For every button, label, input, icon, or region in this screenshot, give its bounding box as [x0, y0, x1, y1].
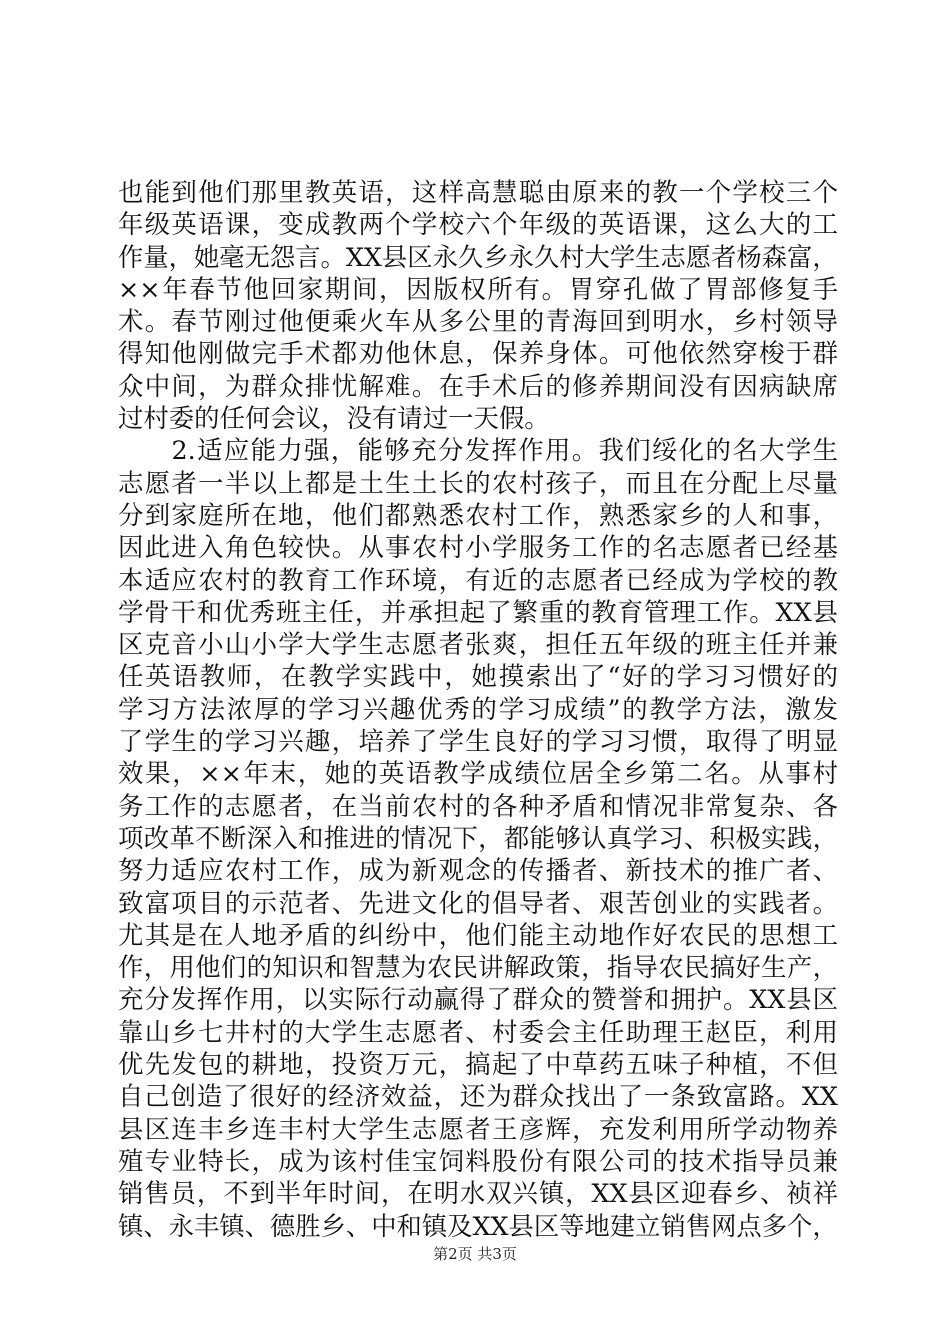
page-footer: 第2页 共3页 [433, 1245, 517, 1263]
text-line: 分到家庭所在地，他们都熟悉农村工作，熟悉家乡的人和事， [118, 499, 838, 530]
body-text [118, 176, 838, 1242]
text-line: 县区连丰乡连丰村大学生志愿者王彦辉，充发利用所学动物养 [118, 1113, 838, 1144]
text-line: 2.适应能力强，能够充分发挥作用。我们绥化的名大学生 [118, 435, 838, 466]
text-line: 销售员，不到半年时间，在明水双兴镇，XX县区迎春乡、祯祥 [118, 1178, 838, 1209]
text-line: 也能到他们那里教英语，这样高慧聪由原来的教一个学校三个 [118, 177, 838, 207]
text-line: 本适应农村的教育工作环境，有近的志愿者已经成为学校的教 [118, 564, 838, 595]
text-line: 众中间，为群众排忧解难。在手术后的修养期间没有因病缺席 [118, 370, 838, 401]
text-line: 了学生的学习兴趣，培养了学生良好的学习习惯，取得了明显 [118, 726, 838, 757]
text-line: 年级英语课，变成教两个学校六个年级的英语课，这么大的工 [118, 209, 838, 240]
text-line: 得知他刚做完手术都劝他休息，保养身体。可他依然穿梭于群 [118, 338, 838, 369]
text-line: 学习方法浓厚的学习兴趣优秀的学习成绩”的教学方法，激发 [118, 693, 838, 724]
text-line: 因此进入角色较快。从事农村小学服务工作的名志愿者已经基 [118, 532, 838, 563]
text-line: 充分发挥作用，以实际行动赢得了群众的赞誉和拥护。XX县区 [118, 984, 838, 1015]
text-line: 努力适应农村工作，成为新观念的传播者、新技术的推广者、 [118, 855, 838, 886]
text-line: 镇、永丰镇、德胜乡、中和镇及XX县区等地建立销售网点多个， [118, 1210, 838, 1241]
text-line: 优先发包的耕地，投资万元，搞起了中草药五味子种植，不但 [118, 1049, 838, 1080]
text-line: 务工作的志愿者，在当前农村的各种矛盾和情况非常复杂、各 [118, 790, 838, 821]
text-line: 尤其是在人地矛盾的纠纷中，他们能主动地作好农民的思想工 [118, 919, 838, 950]
text-line: 自己创造了很好的经济效益，还为群众找出了一条致富路。XX [118, 1081, 838, 1112]
text-line: 作量，她毫无怨言。XX县区永久乡永久村大学生志愿者杨森富， [118, 241, 838, 272]
text-line: 作，用他们的知识和智慧为农民讲解政策，指导农民搞好生产， [118, 952, 838, 983]
text-line: 致富项目的示范者、先进文化的倡导者、艰苦创业的实践者。 [118, 887, 838, 918]
text-line: 志愿者一半以上都是土生土长的农村孩子，而且在分配上尽量 [118, 467, 838, 498]
text-line: 学骨干和优秀班主任，并承担起了繁重的教育管理工作。XX县 [118, 596, 838, 627]
text-line: 过村委的任何会议，没有请过一天假。 [118, 403, 550, 434]
text-line: ××年春节他回家期间，因版权所有。胃穿孔做了胃部修复手 [118, 273, 838, 304]
text-line: 项改革不断深入和推进的情况下，都能够认真学习、积极实践， [118, 822, 838, 853]
text-line: 区克音小山小学大学生志愿者张爽，担任五年级的班主任并兼 [118, 629, 838, 660]
text-line: 效果，××年末，她的英语教学成绩位居全乡第二名。从事村 [118, 758, 838, 789]
text-line: 殖专业特长，成为该村佳宝饲料股份有限公司的技术指导员兼 [118, 1145, 838, 1176]
text-line: 靠山乡七井村的大学生志愿者、村委会主任助理王赵臣，利用 [118, 1016, 838, 1047]
text-line: 术。春节刚过他便乘火车从多公里的青海回到明水，乡村领导 [118, 306, 838, 337]
text-line: 任英语教师，在教学实践中，她摸索出了“好的学习习惯好的 [118, 661, 838, 692]
